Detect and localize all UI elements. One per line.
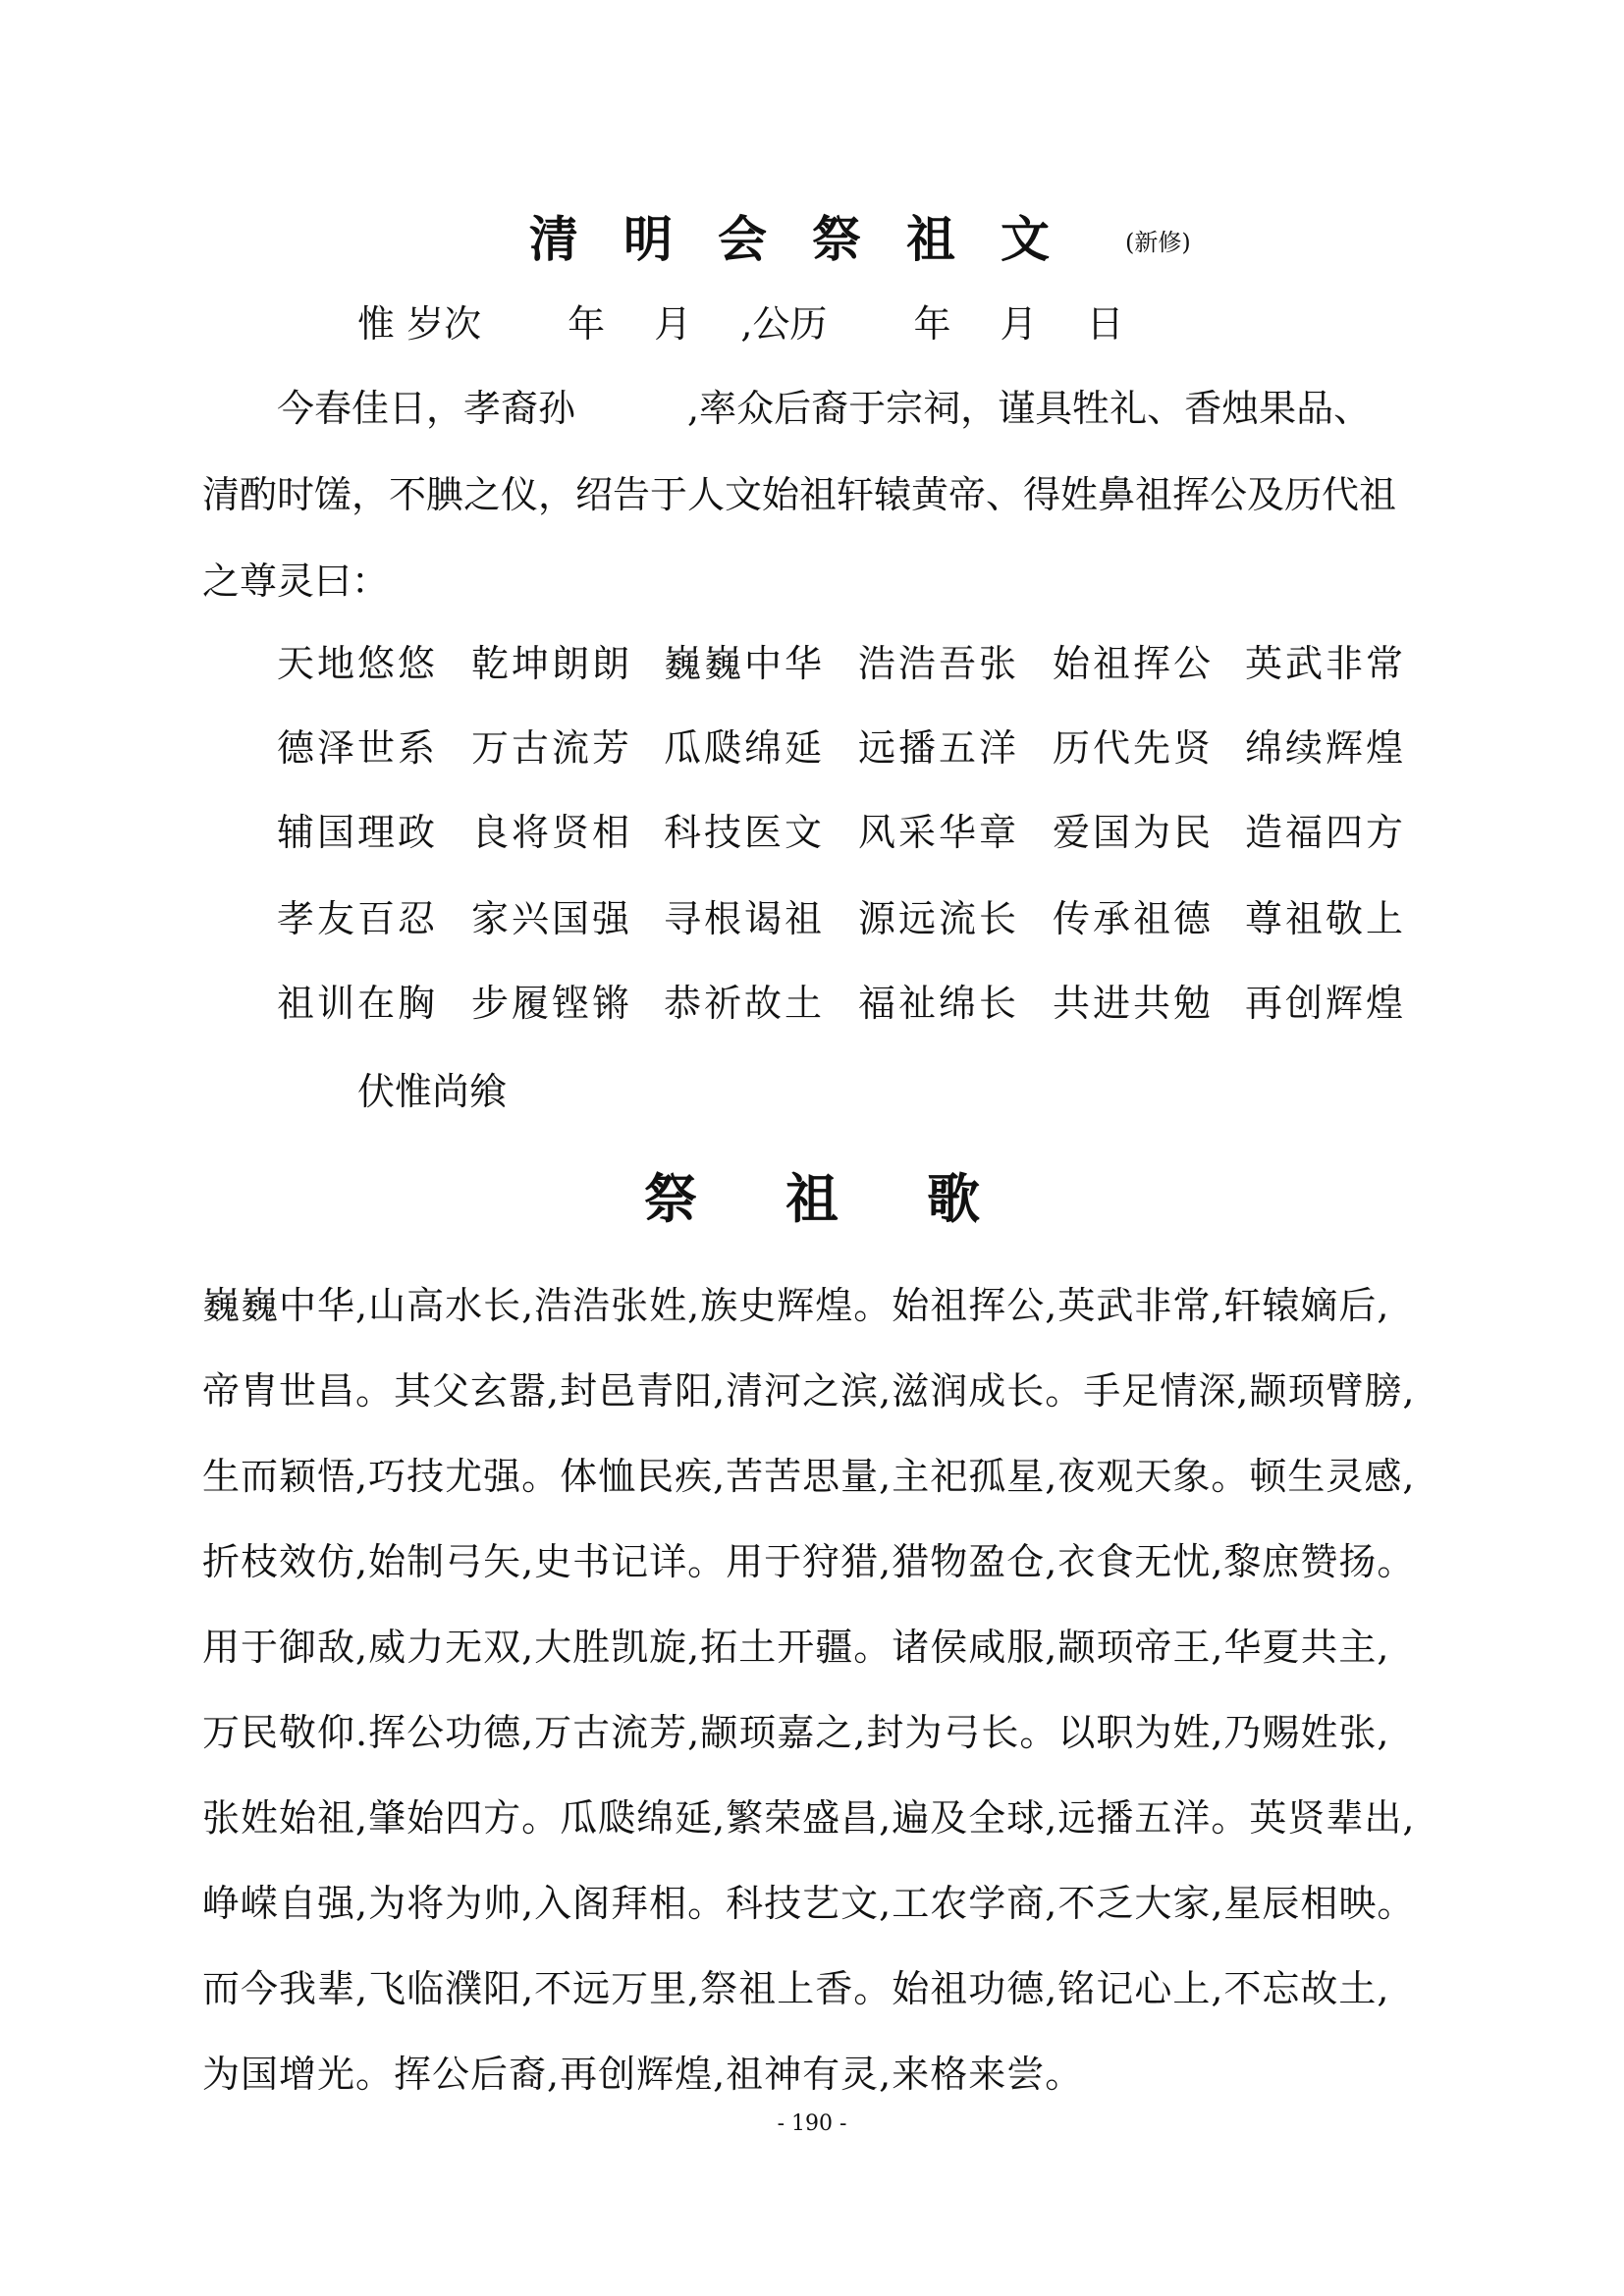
verse-row [277,976,1416,1031]
paragraph-line-1: 今春佳日，孝裔孙 ,率众后裔于宗祠，谨具牲礼、香烛果品、 [277,387,1372,430]
verse-phrase: 孝友百忍 [277,897,439,940]
verse-phrase: 绵续辉煌 [1245,726,1407,770]
verse-phrase: 恭祈故土 [664,982,826,1025]
song-line: 巍巍中华,山高水长,浩浩张姓,族史辉煌。始祖挥公,英武非常,轩辕嫡后, [202,1284,1390,1327]
verse-phrase: 共进共勉 [1053,982,1215,1025]
verse-phrase: 远播五洋 [858,726,1020,770]
verse-phrase: 良将贤相 [471,811,633,854]
verse-phrase: 始祖挥公 [1053,642,1215,685]
page-title: 清明会祭祖文 [529,210,1095,268]
paragraph-line-2: 清酌时馐，不腆之仪，绍告于人文始祖轩辕黄帝、得姓鼻祖挥公及历代祖 [202,473,1397,516]
verse-row [277,636,1416,691]
song-line: 峥嵘自强,为将为帅,入阁拜相。科技艺文,工农学商,不乏大家,星辰相映。 [202,1882,1416,1925]
verse-phrase: 造福四方 [1245,811,1407,854]
verse-phrase: 再创辉煌 [1245,982,1407,1025]
date-line: 惟 岁次 年 月 ,公历 年 月 日 [357,302,1124,346]
verse-phrase: 辅国理政 [277,811,439,854]
verse-phrase: 浩浩吾张 [858,642,1020,685]
verse-phrase: 乾坤朗朗 [471,642,633,685]
song-line: 万民敬仰.挥公功德,万古流芳,颛顼嘉之,封为弓长。以职为姓,乃赐姓张, [202,1711,1390,1754]
page-number: - 190 - [777,2111,847,2136]
song-line: 帝胄世昌。其父玄嚣,封邑青阳,清河之滨,滋润成长。手足情深,颛顼臂膀, [202,1369,1416,1413]
verse-phrase: 祖训在胸 [277,982,439,1025]
verse-row [277,891,1416,946]
title-note: (新修) [1125,229,1191,256]
verse-phrase: 英武非常 [1245,642,1407,685]
verse-phrase: 步履铿锵 [471,982,633,1025]
verse-phrase: 福祉绵长 [858,982,1020,1025]
verse-phrase: 尊祖敬上 [1245,897,1407,940]
song-line: 生而颖悟,巧技尤强。体恤民疾,苦苦思量,主祀孤星,夜观天象。顿生灵感, [202,1455,1416,1498]
closing-line: 伏惟尚飨 [357,1070,508,1113]
song-line: 用于御敌,威力无双,大胜凯旋,拓土开疆。诸侯咸服,颛顼帝王,华夏共主, [202,1626,1390,1669]
verse-phrase: 源远流长 [858,897,1020,940]
verse-phrase: 传承祖德 [1053,897,1215,940]
verse-phrase: 寻根谒祖 [664,897,826,940]
song-line: 为国增光。挥公后裔,再创辉煌,祖神有灵,来格来尝。 [202,2053,1084,2096]
verse-phrase: 家兴国强 [471,897,633,940]
verse-phrase: 德泽世系 [277,726,439,770]
verse-phrase: 风采华章 [858,811,1020,854]
song-line: 而今我辈,飞临濮阳,不远万里,祭祖上香。始祖功德,铭记心上,不忘故土, [202,1967,1390,2010]
paragraph-line-3: 之尊灵曰： [202,560,390,603]
verse-phrase: 历代先贤 [1053,726,1215,770]
song-title: 祭祖歌 [644,1167,1068,1230]
verse-phrase: 瓜瓞绵延 [664,726,826,770]
song-line: 张姓始祖,肇始四方。瓜瓞绵延,繁荣盛昌,遍及全球,远播五洋。英贤辈出, [202,1796,1416,1840]
verse-phrase: 万古流芳 [471,726,633,770]
verse-phrase: 巍巍中华 [664,642,826,685]
song-line: 折枝效仿,始制弓矢,史书记详。用于狩猎,猎物盈仓,衣食无忧,黎庶赞扬。 [202,1540,1416,1583]
verse-row [277,805,1416,860]
verse-phrase: 天地悠悠 [277,642,439,685]
verse-phrase: 科技医文 [664,811,826,854]
verse-row [277,721,1416,775]
verse-phrase: 爱国为民 [1053,811,1215,854]
